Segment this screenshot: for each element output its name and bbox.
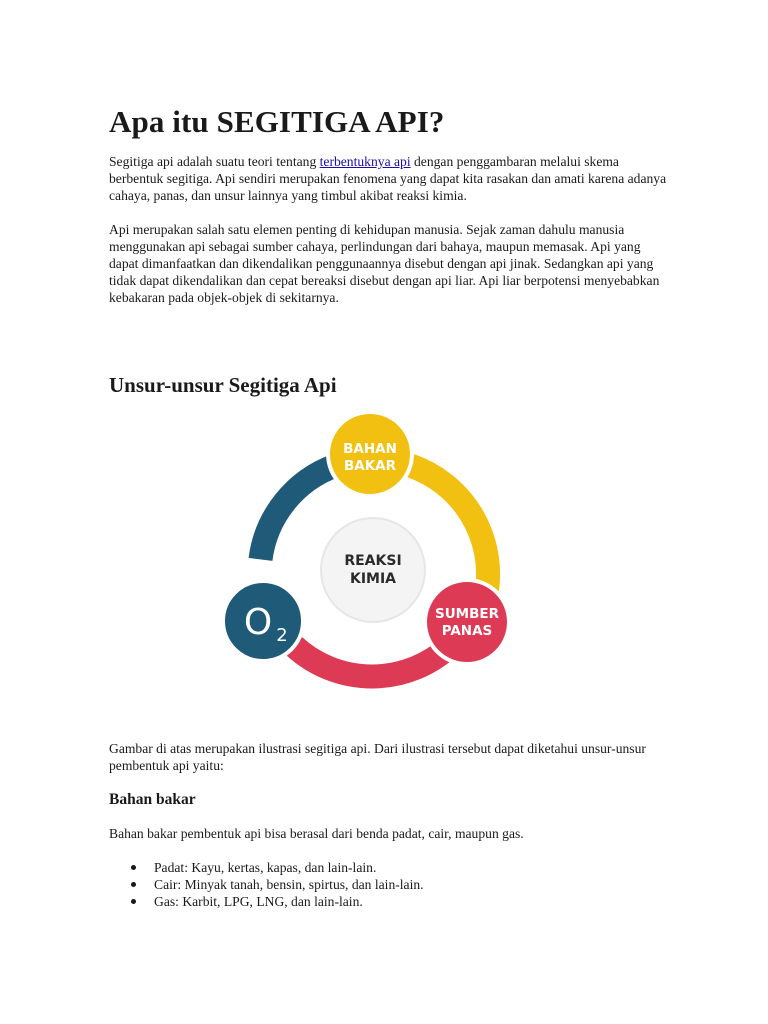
paragraph-api-manusia: Api merupakan salah satu elemen penting di kehidupan manusia. Sejak zaman dahulu manusia menggunakan api sebagai sumber cahaya, perlindungan dari bahaya, maupun memasak. Api yang dapat dimanfaatkan dan dikendalikan penggunaannya disebut dengan api jinak. Sedangkan api yang tidak dapat dikendalikan dan cepat bereaksi disebut dengan api liar. Api liar berpotensi menyebabkan kebakaran pada objek-objek di sekitarnya. [109, 222, 660, 305]
section-heading: Unsur-unsur Segitiga Api [109, 373, 337, 397]
intro-text-end: dengan penggambaran melalui skema berbentuk segitiga. Api sendiri merupakan fenomena yang dapat kita rasakan dan amati karena adanya cahaya, panas, dan unsur lainnya yang timbul akibat reaksi kimia. [109, 154, 667, 203]
oxygen-symbol: O [243, 602, 273, 643]
ring-segment-blue [261, 466, 336, 560]
fire-triangle-diagram [222, 414, 522, 704]
list-item [109, 859, 424, 876]
intro-paragraph [109, 153, 669, 204]
page-title: Apa itu SEGITIGA API? [109, 104, 445, 139]
sumber-panas-label-line1: SUMBER [434, 606, 500, 622]
paragraph-illustration: Gambar di atas merupakan ilustrasi segitiga api. Dari ilustrasi tersebut dapat diketahui unsur-unsur pembentuk api yaitu: [109, 741, 646, 773]
subheading-bahan-bakar: Bahan bakar [109, 791, 196, 808]
sumber-panas-node [425, 580, 509, 664]
bahan-bakar-label-line2: BAKAR [343, 458, 397, 474]
terbentuknya-api-link[interactable]: terbentuknya api [319, 154, 411, 169]
list-item-text: Gas: Karbit, LPG, LNG, dan lain-lain. [154, 894, 363, 909]
bullet-icon [131, 899, 136, 904]
center-circle [321, 518, 425, 622]
list-item-text: Padat: Kayu, kertas, kapas, dan lain-lain. [154, 860, 377, 875]
sumber-panas-label-line2: PANAS [441, 623, 493, 639]
list-item [109, 876, 424, 893]
ring-segment-red [294, 646, 450, 676]
bahan-bakar-label-line1: BAHAN [343, 441, 397, 457]
center-label-line1: REAKSI [344, 553, 402, 569]
oxygen-subscript: 2 [276, 625, 288, 646]
fuel-types-list [109, 859, 424, 910]
list-item [109, 893, 424, 910]
intro-text-start: Segitiga api adalah suatu teori tentang [109, 154, 320, 169]
bullet-icon [131, 882, 136, 887]
paragraph-bahan-bakar: Bahan bakar pembentuk api bisa berasal dari benda padat, cair, maupun gas. [109, 826, 524, 841]
bullet-icon [131, 865, 136, 870]
list-item-text: Cair: Minyak tanah, bensin, spirtus, dan lain-lain. [154, 877, 424, 892]
center-label-line2: KIMIA [349, 571, 397, 587]
